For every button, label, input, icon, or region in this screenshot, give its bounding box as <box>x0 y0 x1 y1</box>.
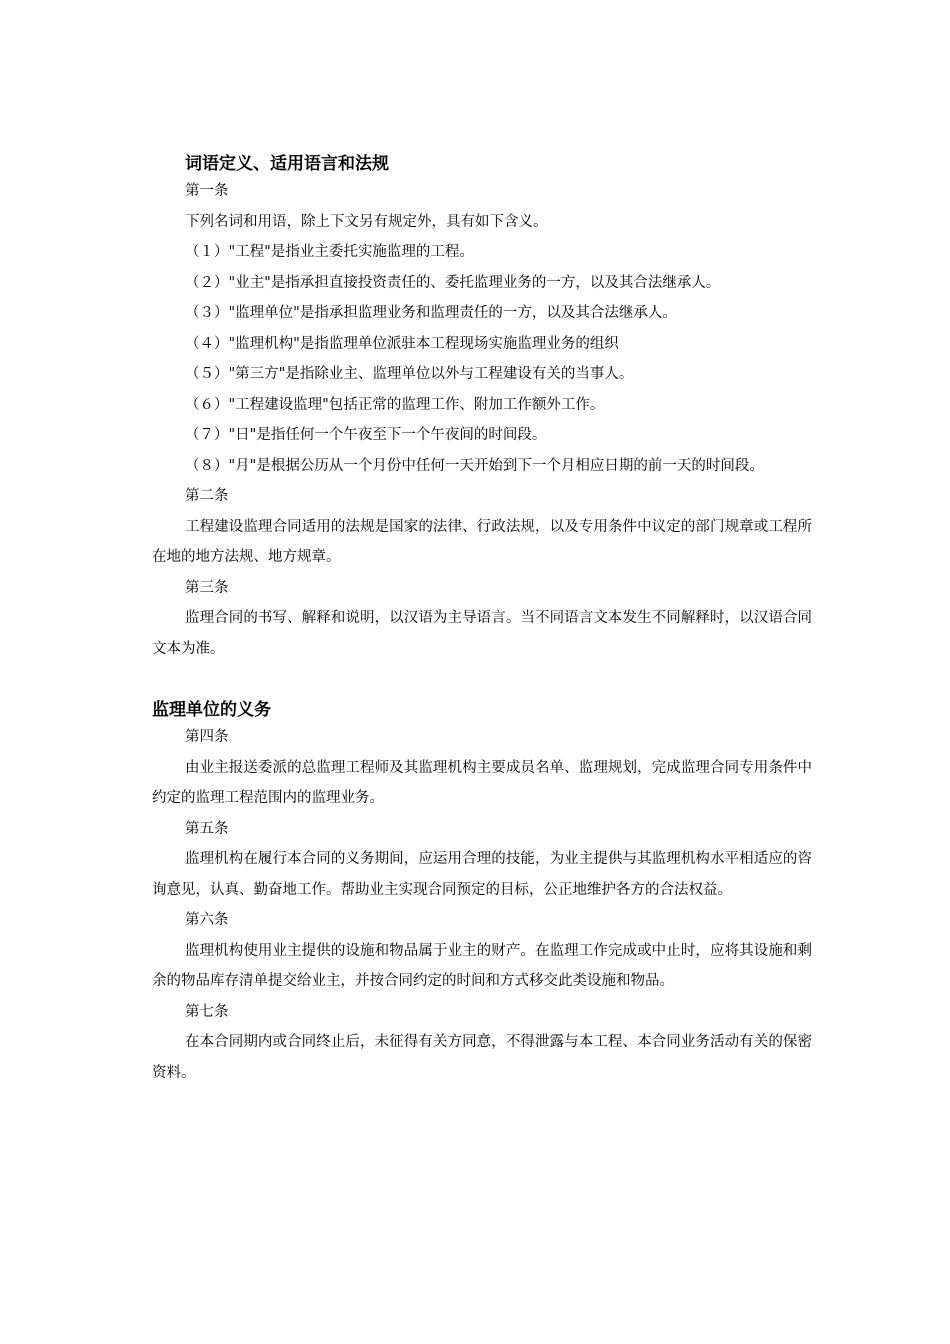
article-4-text: 由业主报送委派的总监理工程师及其监理机构主要成员名单、监理规划，完成监理合同专用条件中约定的监理工程范围内的监理业务。 <box>152 759 812 806</box>
definition-item-3: （３）"监理单位"是指承担监理业务和监理责任的一方，以及其合法继承人。 <box>185 305 677 321</box>
section-heading-definitions: 词语定义、适用语言和法规 <box>185 154 389 174</box>
definition-item-1: （１）"工程"是指业主委托实施监理的工程。 <box>185 244 474 260</box>
article-2-text: 工程建设监理合同适用的法规是国家的法律、行政法规，以及专用条件中议定的部门规章或工程所在地的地方法规、地方规章。 <box>152 518 812 565</box>
article-1-intro: 下列名词和用语，除上下文另有规定外，具有如下含义。 <box>185 213 548 230</box>
definition-item-4: （４）"监理机构"是指监理单位派驻本工程现场实施监理业务的组织 <box>185 335 619 352</box>
definition-item-5: （５）"第三方"是指除业主、监理单位以外与工程建设有关的当事人。 <box>185 366 634 382</box>
article-3-text: 监理合同的书写、解释和说明，以汉语为主导语言。当不同语言文本发生不同解释时，以汉语合同文本为准。 <box>152 610 812 657</box>
article-1-title: 第一条 <box>185 183 229 199</box>
article-6-text: 监理机构使用业主提供的设施和物品属于业主的财产。在监理工作完成或中止时，应将其设施和剩余的物品库存清单提交给业主，并按合同约定的时间和方式移交此类设施和物品。 <box>152 942 812 989</box>
article-5-title: 第五条 <box>185 820 229 837</box>
section-heading-obligations: 监理单位的义务 <box>152 700 271 720</box>
definition-item-2: （２）"业主"是指承担直接投资责任的、委托监理业务的一方，以及其合法继承人。 <box>185 274 721 291</box>
definition-item-7: （７）"日"是指任何一个午夜至下一个午夜间的时间段。 <box>185 427 547 443</box>
article-2-title: 第二条 <box>185 488 229 504</box>
article-7-title: 第七条 <box>185 1003 229 1020</box>
article-7-text: 在本合同期内或合同终止后，未征得有关方同意，不得泄露与本工程、本合同业务活动有关的保密资料。 <box>152 1034 812 1081</box>
document-page <box>152 152 812 1088</box>
article-5-text: 监理机构在履行本合同的义务期间，应运用合理的技能，为业主提供与其监理机构水平相适应的咨询意见，认真、勤奋地工作。帮助业主实现合同预定的目标，公正地维护各方的合法权益。 <box>152 851 812 898</box>
definition-item-8: （８）"月"是根据公历从一个月份中任何一天开始到下一个月相应日期的前一天的时间段。 <box>185 457 764 474</box>
article-3-title: 第三条 <box>185 579 229 596</box>
definition-item-6: （６）"工程建设监理"包括正常的监理工作、附加工作额外工作。 <box>185 396 605 413</box>
article-4-title: 第四条 <box>185 729 229 745</box>
article-6-title: 第六条 <box>185 912 229 928</box>
